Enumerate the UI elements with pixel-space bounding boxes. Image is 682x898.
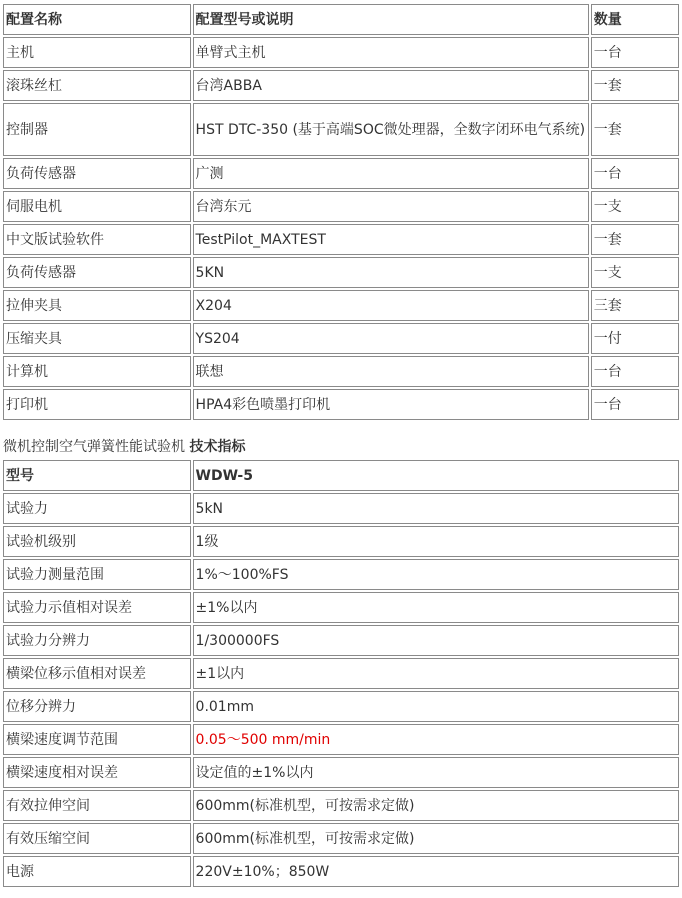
- config-qty-cell: 一套: [591, 70, 679, 101]
- config-name-cell: 滚珠丝杠: [3, 70, 191, 101]
- spec-value-cell: 5kN: [193, 493, 679, 524]
- config-name-cell: 负荷传感器: [3, 257, 191, 288]
- configuration-table: [1, 2, 681, 422]
- spec-header-value: WDW-5: [193, 460, 679, 491]
- spec-label-cell: 横梁速度调节范围: [3, 724, 191, 755]
- table-row: [3, 790, 679, 821]
- table-row: [3, 224, 679, 255]
- config-qty-cell: 一台: [591, 389, 679, 420]
- table-row: [3, 191, 679, 222]
- section-subtitle: [3, 436, 245, 456]
- table-row: [3, 356, 679, 387]
- config-header-spec: 配置型号或说明: [193, 4, 589, 35]
- subtitle-prefix: 微机控制空气弹簧性能试验机: [3, 439, 190, 455]
- spec-label-cell: 试验力测量范围: [3, 559, 191, 590]
- config-spec-cell: YS204: [193, 323, 589, 354]
- config-spec-cell: 5KN: [193, 257, 589, 288]
- config-name-cell: 压缩夹具: [3, 323, 191, 354]
- table-row: [3, 625, 679, 656]
- spec-value-cell: 600mm(标准机型，可按需求定做): [193, 823, 679, 854]
- config-qty-cell: 一台: [591, 37, 679, 68]
- table-row: [3, 158, 679, 189]
- spec-value-cell: 220V±10%；850W: [193, 856, 679, 887]
- spec-value-cell: ±1%以内: [193, 592, 679, 623]
- table-row: [3, 389, 679, 420]
- config-spec-cell: 台湾ABBA: [193, 70, 589, 101]
- config-name-cell: 计算机: [3, 356, 191, 387]
- config-name-cell: 中文版试验软件: [3, 224, 191, 255]
- spec-label-cell: 横梁速度相对误差: [3, 757, 191, 788]
- config-header-row: [3, 4, 679, 35]
- spec-value-cell-highlighted: 0.05～500 mm/min: [193, 724, 679, 755]
- config-spec-cell: 广测: [193, 158, 589, 189]
- spec-value-cell: ±1以内: [193, 658, 679, 689]
- config-name-cell: 主机: [3, 37, 191, 68]
- config-spec-cell: 联想: [193, 356, 589, 387]
- table-row: [3, 658, 679, 689]
- spec-value-cell: 600mm(标准机型，可按需求定做): [193, 790, 679, 821]
- config-qty-cell: 一台: [591, 158, 679, 189]
- config-name-cell: 负荷传感器: [3, 158, 191, 189]
- spec-header-row: [3, 460, 679, 491]
- config-spec-cell: HST DTC-350 (基于高端SOC微处理器，全数字闭环电气系统): [193, 103, 589, 156]
- table-row: [3, 592, 679, 623]
- spec-value-cell: 0.01mm: [193, 691, 679, 722]
- spec-label-cell: 位移分辨力: [3, 691, 191, 722]
- spec-label-cell: 试验力分辨力: [3, 625, 191, 656]
- table-row: [3, 257, 679, 288]
- config-spec-cell: X204: [193, 290, 589, 321]
- subtitle-bold: 技术指标: [189, 439, 246, 455]
- spec-label-cell: 有效压缩空间: [3, 823, 191, 854]
- config-spec-cell: 单臂式主机: [193, 37, 589, 68]
- config-header-qty: 数量: [591, 4, 679, 35]
- specification-table: [1, 458, 681, 889]
- config-qty-cell: 一台: [591, 356, 679, 387]
- table-row: [3, 823, 679, 854]
- spec-value-cell: 设定值的±1%以内: [193, 757, 679, 788]
- table-row: [3, 103, 679, 156]
- spec-label-cell: 试验力示值相对误差: [3, 592, 191, 623]
- table-row: [3, 559, 679, 590]
- spec-label-cell: 试验机级别: [3, 526, 191, 557]
- spec-value-cell: 1级: [193, 526, 679, 557]
- config-spec-cell: HPA4彩色喷墨打印机: [193, 389, 589, 420]
- table-row: [3, 691, 679, 722]
- config-qty-cell: 一套: [591, 103, 679, 156]
- table-row: [3, 493, 679, 524]
- table-row: [3, 856, 679, 887]
- config-qty-cell: 一支: [591, 191, 679, 222]
- spec-label-cell: 横梁位移示值相对误差: [3, 658, 191, 689]
- config-spec-cell: 台湾东元: [193, 191, 589, 222]
- config-qty-cell: 一套: [591, 224, 679, 255]
- spec-label-cell: 电源: [3, 856, 191, 887]
- table-row: [3, 323, 679, 354]
- config-header-name: 配置名称: [3, 4, 191, 35]
- table-row: [3, 526, 679, 557]
- config-qty-cell: 一支: [591, 257, 679, 288]
- config-name-cell: 伺服电机: [3, 191, 191, 222]
- config-name-cell: 控制器: [3, 103, 191, 156]
- spec-label-cell: 试验力: [3, 493, 191, 524]
- table-row: [3, 70, 679, 101]
- table-row: [3, 757, 679, 788]
- config-spec-cell: TestPilot_MAXTEST: [193, 224, 589, 255]
- spec-value-cell: 1%～100%FS: [193, 559, 679, 590]
- config-name-cell: 拉伸夹具: [3, 290, 191, 321]
- config-name-cell: 打印机: [3, 389, 191, 420]
- spec-value-cell: 1/300000FS: [193, 625, 679, 656]
- table-row: [3, 290, 679, 321]
- config-qty-cell: 三套: [591, 290, 679, 321]
- spec-header-label: 型号: [3, 460, 191, 491]
- spec-label-cell: 有效拉伸空间: [3, 790, 191, 821]
- config-qty-cell: 一付: [591, 323, 679, 354]
- table-row: [3, 37, 679, 68]
- table-row: [3, 724, 679, 755]
